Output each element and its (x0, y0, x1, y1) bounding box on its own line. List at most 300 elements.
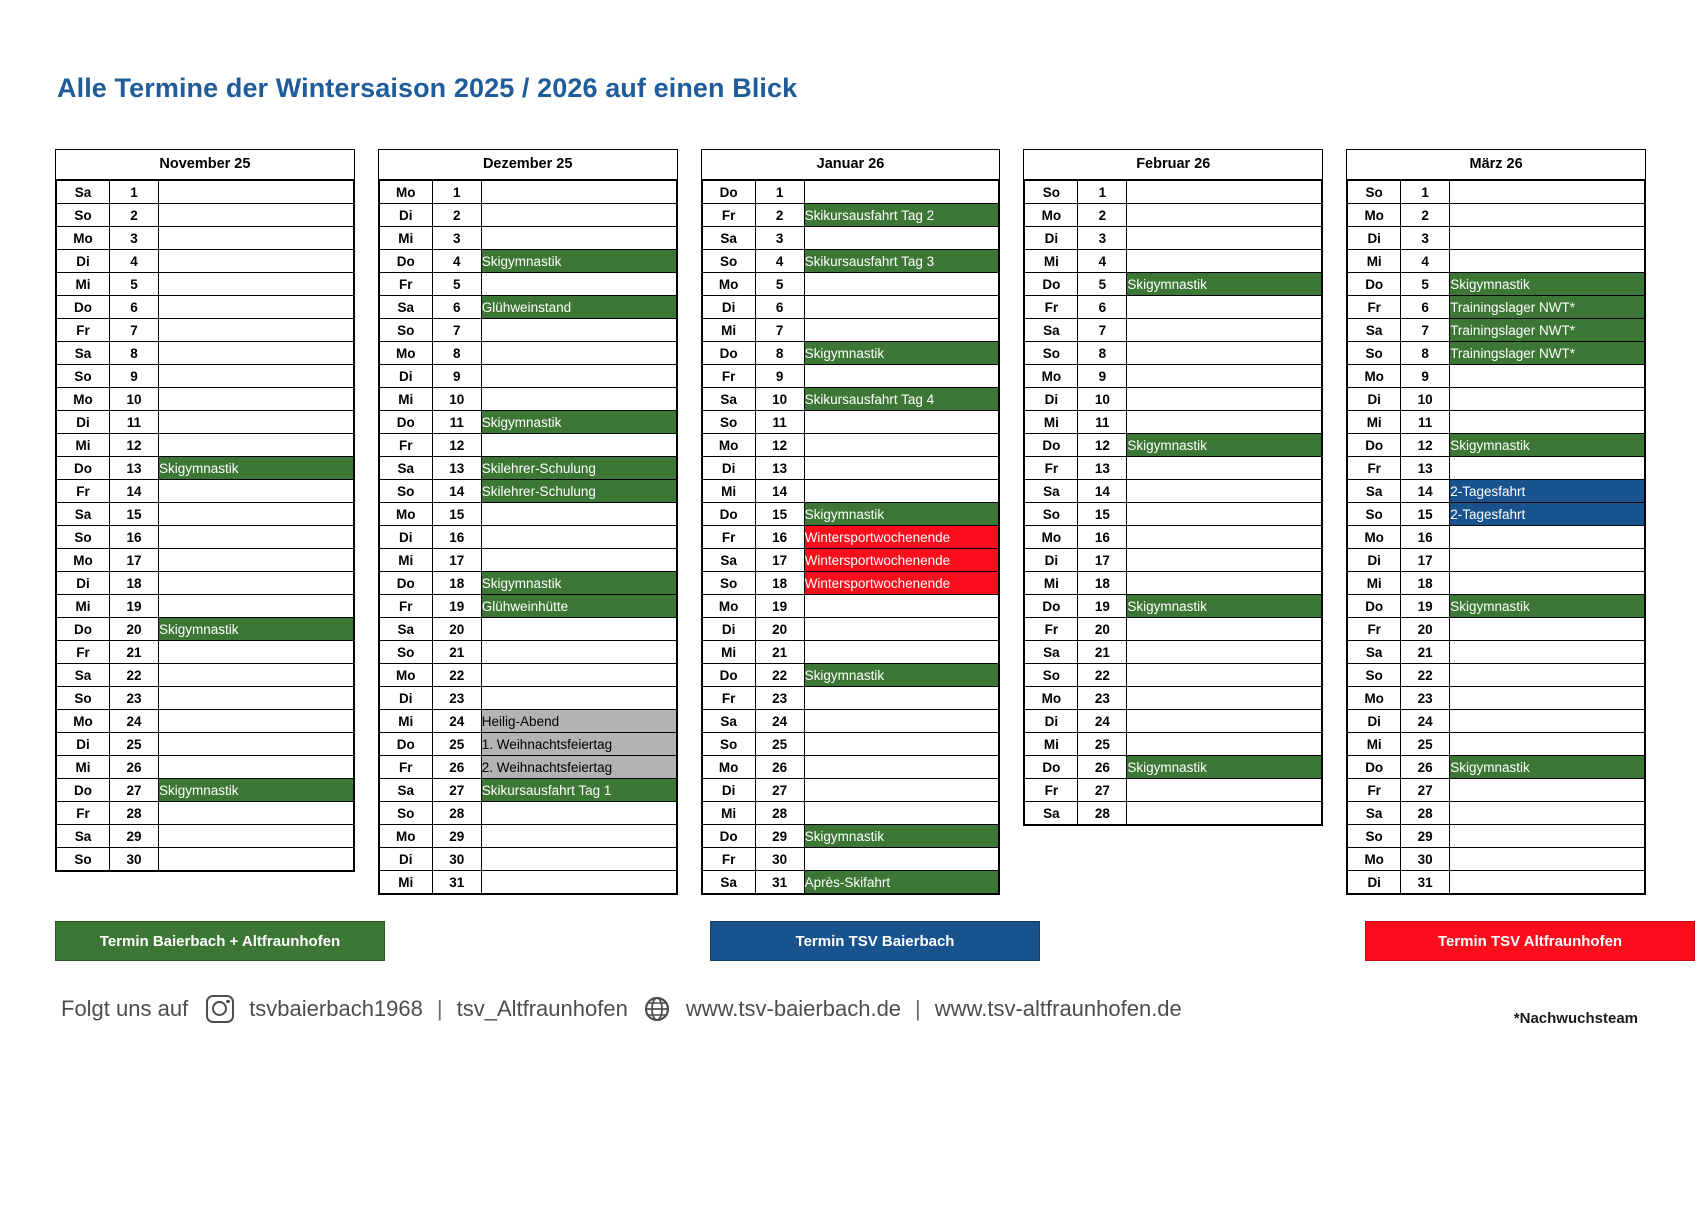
day-of-week: Mo (702, 434, 755, 457)
day-number: 19 (110, 595, 159, 618)
day-number: 20 (1401, 618, 1450, 641)
day-number: 4 (110, 250, 159, 273)
day-number: 26 (432, 756, 481, 779)
day-of-week: Sa (379, 618, 432, 641)
day-number: 7 (1401, 319, 1450, 342)
day-of-week: Fr (702, 848, 755, 871)
day-number: 2 (432, 204, 481, 227)
day-number: 29 (1401, 825, 1450, 848)
day-row (57, 319, 354, 342)
day-number: 6 (110, 296, 159, 319)
month-maerz (1346, 149, 1646, 895)
day-of-week: Do (1025, 595, 1078, 618)
day-row (702, 273, 999, 296)
day-number: 8 (432, 342, 481, 365)
day-of-week: So (1025, 181, 1078, 204)
day-number: 4 (1078, 250, 1127, 273)
event-cell[interactable]: Skigymnastik (1450, 756, 1645, 779)
day-number: 18 (432, 572, 481, 595)
empty-cell (159, 572, 354, 595)
day-number: 17 (1401, 549, 1450, 572)
event-cell[interactable]: Skigymnastik (1127, 273, 1322, 296)
event-cell[interactable]: Glühweinstand (481, 296, 676, 319)
day-number: 31 (755, 871, 804, 894)
day-number: 30 (755, 848, 804, 871)
day-of-week: Fr (1348, 618, 1401, 641)
empty-cell (1127, 457, 1322, 480)
day-number: 5 (432, 273, 481, 296)
day-row (57, 526, 354, 549)
month-header: Dezember 25 (379, 150, 677, 180)
day-of-week: Mi (379, 871, 432, 894)
day-of-week: Di (1025, 710, 1078, 733)
day-number: 18 (1401, 572, 1450, 595)
day-number: 14 (755, 480, 804, 503)
empty-cell (159, 388, 354, 411)
day-row (1025, 342, 1322, 365)
day-number: 17 (432, 549, 481, 572)
day-number: 22 (1078, 664, 1127, 687)
day-of-week: Sa (702, 227, 755, 250)
day-row (1025, 273, 1322, 296)
day-row (57, 250, 354, 273)
empty-cell (804, 457, 999, 480)
day-row (702, 825, 999, 848)
day-of-week: So (379, 641, 432, 664)
empty-cell (1127, 802, 1322, 825)
day-of-week: So (1348, 181, 1401, 204)
day-of-week: Sa (1348, 480, 1401, 503)
legend-tsv-baierbach: Termin TSV Baierbach (710, 921, 1040, 961)
day-of-week: Sa (702, 710, 755, 733)
day-of-week: So (702, 572, 755, 595)
day-of-week: Mi (57, 273, 110, 296)
day-of-week: Sa (379, 779, 432, 802)
empty-cell (1450, 825, 1645, 848)
day-of-week: Fr (57, 641, 110, 664)
empty-cell (1127, 549, 1322, 572)
day-row (57, 411, 354, 434)
day-row (1348, 572, 1645, 595)
day-row (702, 365, 999, 388)
day-row (1348, 342, 1645, 365)
month-januar (701, 149, 1001, 895)
day-of-week: Di (702, 779, 755, 802)
day-number: 10 (1078, 388, 1127, 411)
instagram-handle-baierbach[interactable]: tsvbaierbach1968 (249, 996, 423, 1021)
empty-cell (481, 825, 676, 848)
day-row (1025, 641, 1322, 664)
event-cell[interactable]: 2-Tagesfahrt (1450, 480, 1645, 503)
day-row (1348, 756, 1645, 779)
day-of-week: Sa (1025, 802, 1078, 825)
day-of-week: Mi (1025, 733, 1078, 756)
day-number: 27 (1401, 779, 1450, 802)
event-cell[interactable]: Trainingslager NWT* (1450, 296, 1645, 319)
day-row (1348, 204, 1645, 227)
day-number: 31 (432, 871, 481, 894)
day-row (1348, 871, 1645, 894)
day-of-week: Sa (702, 549, 755, 572)
day-of-week: So (57, 204, 110, 227)
event-cell[interactable]: Skigymnastik (804, 825, 999, 848)
legend-tsv-altfraunhofen: Termin TSV Altfraunhofen (1365, 921, 1695, 961)
day-of-week: Sa (57, 825, 110, 848)
day-of-week: Mo (379, 503, 432, 526)
day-row (1348, 618, 1645, 641)
day-number: 13 (110, 457, 159, 480)
event-cell[interactable]: Trainingslager NWT* (1450, 319, 1645, 342)
day-of-week: Fr (379, 595, 432, 618)
event-cell[interactable]: Skigymnastik (1127, 434, 1322, 457)
day-of-week: Fr (1348, 457, 1401, 480)
event-cell[interactable]: Skigymnastik (481, 572, 676, 595)
day-number: 15 (432, 503, 481, 526)
event-cell[interactable]: Skigymnastik (1127, 756, 1322, 779)
day-number: 1 (1078, 181, 1127, 204)
day-number: 26 (1401, 756, 1450, 779)
website-altfraunhofen[interactable]: www.tsv-altfraunhofen.de (934, 996, 1182, 1021)
event-cell[interactable]: Skigymnastik (804, 342, 999, 365)
event-cell[interactable]: 2. Weihnachtsfeiertag (481, 756, 676, 779)
day-row (1348, 641, 1645, 664)
day-number: 18 (110, 572, 159, 595)
day-number: 23 (1078, 687, 1127, 710)
day-row (379, 526, 676, 549)
empty-cell (481, 549, 676, 572)
month-november (55, 149, 355, 872)
day-of-week: Fr (1348, 779, 1401, 802)
empty-cell (159, 549, 354, 572)
empty-cell (1450, 664, 1645, 687)
day-row (702, 733, 999, 756)
event-cell[interactable]: Après-Skifahrt (804, 871, 999, 894)
event-cell[interactable]: Skigymnastik (159, 779, 354, 802)
empty-cell (159, 342, 354, 365)
day-row (702, 411, 999, 434)
day-row (1025, 388, 1322, 411)
day-row (379, 595, 676, 618)
day-row (1348, 733, 1645, 756)
event-cell[interactable]: Skigymnastik (159, 618, 354, 641)
day-number: 10 (755, 388, 804, 411)
day-of-week: Do (57, 779, 110, 802)
day-row (57, 434, 354, 457)
day-of-week: Fr (57, 480, 110, 503)
day-row (379, 388, 676, 411)
day-number: 10 (110, 388, 159, 411)
day-row (57, 733, 354, 756)
day-of-week: Do (379, 572, 432, 595)
day-of-week: Di (57, 733, 110, 756)
day-number: 11 (110, 411, 159, 434)
event-cell[interactable]: Wintersportwochenende (804, 549, 999, 572)
day-row (379, 848, 676, 871)
event-cell[interactable]: Skikursausfahrt Tag 1 (481, 779, 676, 802)
day-of-week: Mi (702, 319, 755, 342)
day-number: 29 (755, 825, 804, 848)
event-cell[interactable]: Skigymnastik (159, 457, 354, 480)
day-of-week: Sa (1348, 319, 1401, 342)
event-cell[interactable]: Skikursausfahrt Tag 4 (804, 388, 999, 411)
empty-cell (1450, 618, 1645, 641)
empty-cell (804, 733, 999, 756)
day-of-week: Mi (1025, 250, 1078, 273)
day-number: 20 (755, 618, 804, 641)
empty-cell (804, 273, 999, 296)
day-row (57, 572, 354, 595)
day-of-week: Mo (1025, 526, 1078, 549)
day-of-week: Mi (1348, 250, 1401, 273)
empty-cell (804, 641, 999, 664)
day-row (57, 779, 354, 802)
event-cell[interactable]: Wintersportwochenende (804, 572, 999, 595)
day-number: 18 (755, 572, 804, 595)
day-of-week: Sa (57, 342, 110, 365)
day-of-week: So (379, 802, 432, 825)
day-number: 8 (110, 342, 159, 365)
day-row (379, 296, 676, 319)
day-of-week: Fr (379, 756, 432, 779)
empty-cell (159, 825, 354, 848)
day-of-week: So (1348, 825, 1401, 848)
day-number: 14 (1078, 480, 1127, 503)
day-of-week: Mo (1025, 204, 1078, 227)
empty-cell (481, 848, 676, 871)
day-number: 23 (755, 687, 804, 710)
day-row (702, 871, 999, 894)
event-cell[interactable]: Skikursausfahrt Tag 3 (804, 250, 999, 273)
footer-separator: | (436, 996, 443, 1021)
day-of-week: So (702, 733, 755, 756)
day-row (702, 802, 999, 825)
day-number: 22 (755, 664, 804, 687)
day-row (702, 342, 999, 365)
follow-us-label: Folgt uns auf (61, 996, 189, 1021)
day-number: 2 (1401, 204, 1450, 227)
day-number: 31 (1401, 871, 1450, 894)
day-row (1025, 549, 1322, 572)
day-row (1348, 434, 1645, 457)
day-row (1348, 365, 1645, 388)
day-of-week: Mi (702, 641, 755, 664)
day-of-week: Do (702, 342, 755, 365)
empty-cell (159, 227, 354, 250)
empty-cell (1127, 572, 1322, 595)
day-row (702, 250, 999, 273)
event-cell[interactable]: Glühweinhütte (481, 595, 676, 618)
day-number: 30 (1401, 848, 1450, 871)
day-of-week: So (57, 365, 110, 388)
day-of-week: Di (1348, 549, 1401, 572)
day-row (379, 227, 676, 250)
day-of-week: Mo (702, 273, 755, 296)
empty-cell (804, 710, 999, 733)
day-of-week: So (702, 250, 755, 273)
event-cell[interactable]: Wintersportwochenende (804, 526, 999, 549)
event-cell[interactable]: Skigymnastik (481, 250, 676, 273)
day-number: 19 (755, 595, 804, 618)
day-number: 20 (110, 618, 159, 641)
empty-cell (481, 319, 676, 342)
day-number: 4 (755, 250, 804, 273)
empty-cell (481, 273, 676, 296)
empty-cell (804, 779, 999, 802)
day-row (379, 733, 676, 756)
month-days-table (1347, 180, 1645, 894)
day-number: 26 (755, 756, 804, 779)
month-days-table (1024, 180, 1322, 825)
day-of-week: Mo (379, 342, 432, 365)
empty-cell (804, 227, 999, 250)
day-row (57, 802, 354, 825)
day-number: 26 (110, 756, 159, 779)
day-number: 2 (110, 204, 159, 227)
day-of-week: Do (1025, 273, 1078, 296)
day-row (1025, 779, 1322, 802)
empty-cell (1127, 480, 1322, 503)
event-cell[interactable]: Skigymnastik (481, 411, 676, 434)
event-cell[interactable]: Skigymnastik (1450, 273, 1645, 296)
day-row (57, 503, 354, 526)
event-cell[interactable]: Skigymnastik (1450, 434, 1645, 457)
day-row (1025, 434, 1322, 457)
event-cell[interactable]: Skilehrer-Schulung (481, 457, 676, 480)
day-of-week: Do (1348, 273, 1401, 296)
day-number: 21 (1401, 641, 1450, 664)
event-cell[interactable]: Trainingslager NWT* (1450, 342, 1645, 365)
day-of-week: Mi (1348, 572, 1401, 595)
day-number: 13 (1401, 457, 1450, 480)
empty-cell (159, 411, 354, 434)
empty-cell (159, 503, 354, 526)
day-row (379, 273, 676, 296)
day-row (1025, 296, 1322, 319)
empty-cell (1127, 227, 1322, 250)
day-of-week: Fr (57, 802, 110, 825)
day-number: 20 (432, 618, 481, 641)
day-of-week: Di (57, 572, 110, 595)
event-cell[interactable]: 2-Tagesfahrt (1450, 503, 1645, 526)
event-cell[interactable]: Skigymnastik (804, 664, 999, 687)
day-number: 25 (110, 733, 159, 756)
day-number: 3 (1401, 227, 1450, 250)
event-cell[interactable]: Skikursausfahrt Tag 2 (804, 204, 999, 227)
day-number: 6 (1401, 296, 1450, 319)
day-number: 24 (1401, 710, 1450, 733)
day-of-week: Mi (1025, 572, 1078, 595)
empty-cell (1450, 733, 1645, 756)
day-row (1025, 181, 1322, 204)
day-of-week: So (1348, 503, 1401, 526)
day-number: 5 (1078, 273, 1127, 296)
event-cell[interactable]: 1. Weihnachtsfeiertag (481, 733, 676, 756)
website-baierbach[interactable]: www.tsv-baierbach.de (685, 996, 902, 1021)
day-row (57, 181, 354, 204)
day-of-week: Di (702, 618, 755, 641)
day-number: 15 (1078, 503, 1127, 526)
empty-cell (159, 250, 354, 273)
day-of-week: Di (1025, 388, 1078, 411)
empty-cell (1450, 871, 1645, 894)
day-of-week: Sa (702, 871, 755, 894)
empty-cell (804, 365, 999, 388)
day-of-week: Di (702, 457, 755, 480)
day-row (702, 595, 999, 618)
event-cell[interactable]: Skigymnastik (1127, 595, 1322, 618)
empty-cell (1450, 250, 1645, 273)
day-row (1025, 480, 1322, 503)
day-of-week: Mi (379, 227, 432, 250)
empty-cell (804, 848, 999, 871)
empty-cell (159, 434, 354, 457)
event-cell[interactable]: Skilehrer-Schulung (481, 480, 676, 503)
day-of-week: Sa (1348, 641, 1401, 664)
month-februar (1023, 149, 1323, 826)
day-number: 17 (110, 549, 159, 572)
footnote: *Nachwuchsteam (1513, 1010, 1638, 1027)
day-row (702, 526, 999, 549)
day-of-week: Di (1348, 710, 1401, 733)
empty-cell (804, 434, 999, 457)
empty-cell (159, 319, 354, 342)
empty-cell (1127, 664, 1322, 687)
day-of-week: Fr (702, 204, 755, 227)
day-row (1348, 457, 1645, 480)
day-of-week: Do (702, 181, 755, 204)
event-cell[interactable]: Skigymnastik (1450, 595, 1645, 618)
day-number: 27 (1078, 779, 1127, 802)
day-row (1025, 733, 1322, 756)
empty-cell (481, 181, 676, 204)
day-row (57, 480, 354, 503)
day-number: 5 (1401, 273, 1450, 296)
empty-cell (1127, 411, 1322, 434)
day-row (702, 687, 999, 710)
day-number: 23 (1401, 687, 1450, 710)
event-cell[interactable]: Heilig-Abend (481, 710, 676, 733)
empty-cell (1127, 181, 1322, 204)
day-of-week: Mo (702, 756, 755, 779)
day-number: 23 (432, 687, 481, 710)
empty-cell (159, 756, 354, 779)
day-row (702, 779, 999, 802)
empty-cell (159, 595, 354, 618)
calendar-grid (55, 149, 1646, 895)
day-of-week: Di (1348, 227, 1401, 250)
day-of-week: So (1025, 342, 1078, 365)
day-number: 15 (755, 503, 804, 526)
day-of-week: Do (702, 503, 755, 526)
day-of-week: Do (1025, 756, 1078, 779)
day-number: 7 (1078, 319, 1127, 342)
day-row (379, 687, 676, 710)
event-cell[interactable]: Skigymnastik (804, 503, 999, 526)
day-number: 27 (432, 779, 481, 802)
day-of-week: Mo (702, 595, 755, 618)
instagram-handle-altfraunhofen[interactable]: tsv_Altfraunhofen (456, 996, 628, 1021)
day-row (1348, 273, 1645, 296)
day-row (702, 549, 999, 572)
day-number: 30 (432, 848, 481, 871)
day-number: 13 (755, 457, 804, 480)
day-row (57, 618, 354, 641)
day-number: 12 (1401, 434, 1450, 457)
day-number: 1 (755, 181, 804, 204)
day-of-week: Mi (379, 710, 432, 733)
day-of-week: Do (1348, 595, 1401, 618)
day-row (57, 710, 354, 733)
